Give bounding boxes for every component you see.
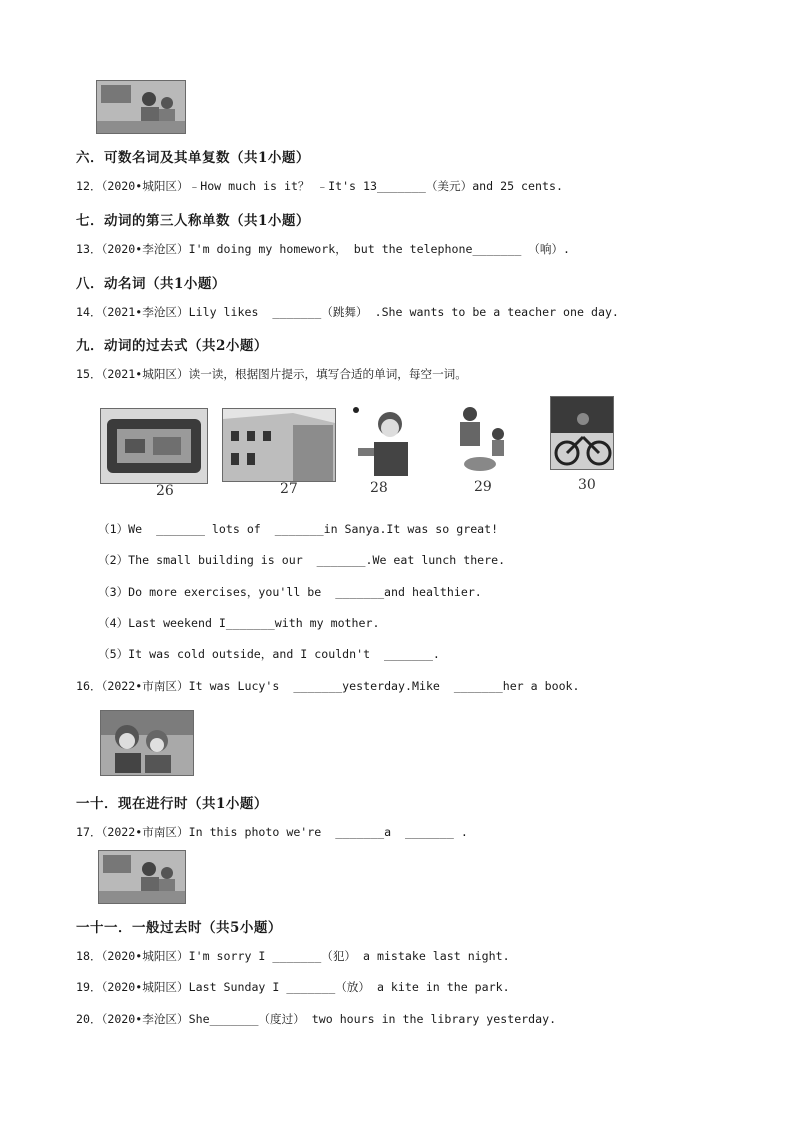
section-title: 九．动词的过去式（共2小题）	[76, 338, 268, 354]
question-20: 20．（2020•李沧区）She_______（度过） two hours in the library yesterday.	[76, 1012, 557, 1026]
picture-number: 29	[474, 479, 492, 495]
question-19: 19．（2020•城阳区）Last Sunday I _______（放） a kite in the park.	[76, 980, 510, 994]
picture-number: 28	[370, 480, 388, 496]
picture-27	[222, 408, 336, 482]
picture-number: 30	[578, 477, 596, 493]
question-16: 16．（2022•市南区）It was Lucy's _______yesterday.Mike _______her a book.	[76, 679, 580, 693]
question-15-1: （1）We _______ lots of _______in Sanya.It was so great!	[98, 522, 499, 536]
picture-number: 27	[280, 481, 298, 497]
section-title: 一十一．一般过去时（共5小题）	[76, 920, 282, 936]
question-13: 13．（2020•李沧区）I'm doing my homework， but the telephone_______ （响）.	[76, 242, 571, 256]
question-17: 17．（2022•市南区）In this photo we're _______a _______ .	[76, 825, 468, 839]
section-title: 八．动名词（共1小题）	[76, 276, 226, 292]
question-18: 18．（2020•城阳区）I'm sorry I _______（犯） a mistake last night.	[76, 949, 510, 963]
question-15: 15．（2021•城阳区）读一读，根据图片提示，填写合适的单词，每空一词。	[76, 367, 467, 381]
question-15-2: （2）The small building is our _______.We eat lunch there.	[98, 553, 506, 567]
picture-26	[100, 408, 208, 484]
section-title: 六．可数名词及其单复数（共1小题）	[76, 150, 310, 166]
photo-birthday	[100, 710, 194, 776]
question-12: 12．（2020•城阳区）﹣How much is it？ ﹣It's 13_______（美元）and 25 cents.	[76, 179, 563, 193]
photo-family-bottom	[98, 850, 186, 904]
picture-29	[446, 404, 516, 476]
section-title: 一十．现在进行时（共1小题）	[76, 796, 268, 812]
photo-family-top	[96, 80, 186, 134]
question-15-4: （4）Last weekend I_______with my mother.	[98, 616, 380, 630]
picture-number: 26	[156, 483, 174, 499]
question-14: 14．（2021•李沧区）Lily likes _______（跳舞） .She wants to be a teacher one day.	[76, 305, 619, 319]
section-title: 七．动词的第三人称单数（共1小题）	[76, 213, 310, 229]
question-15-5: （5）It was cold outside，and I couldn't _______.	[98, 647, 440, 661]
question-15-3: （3）Do more exercises，you'll be _______and healthier.	[98, 585, 482, 599]
picture-28	[350, 404, 422, 482]
picture-30	[550, 396, 614, 470]
